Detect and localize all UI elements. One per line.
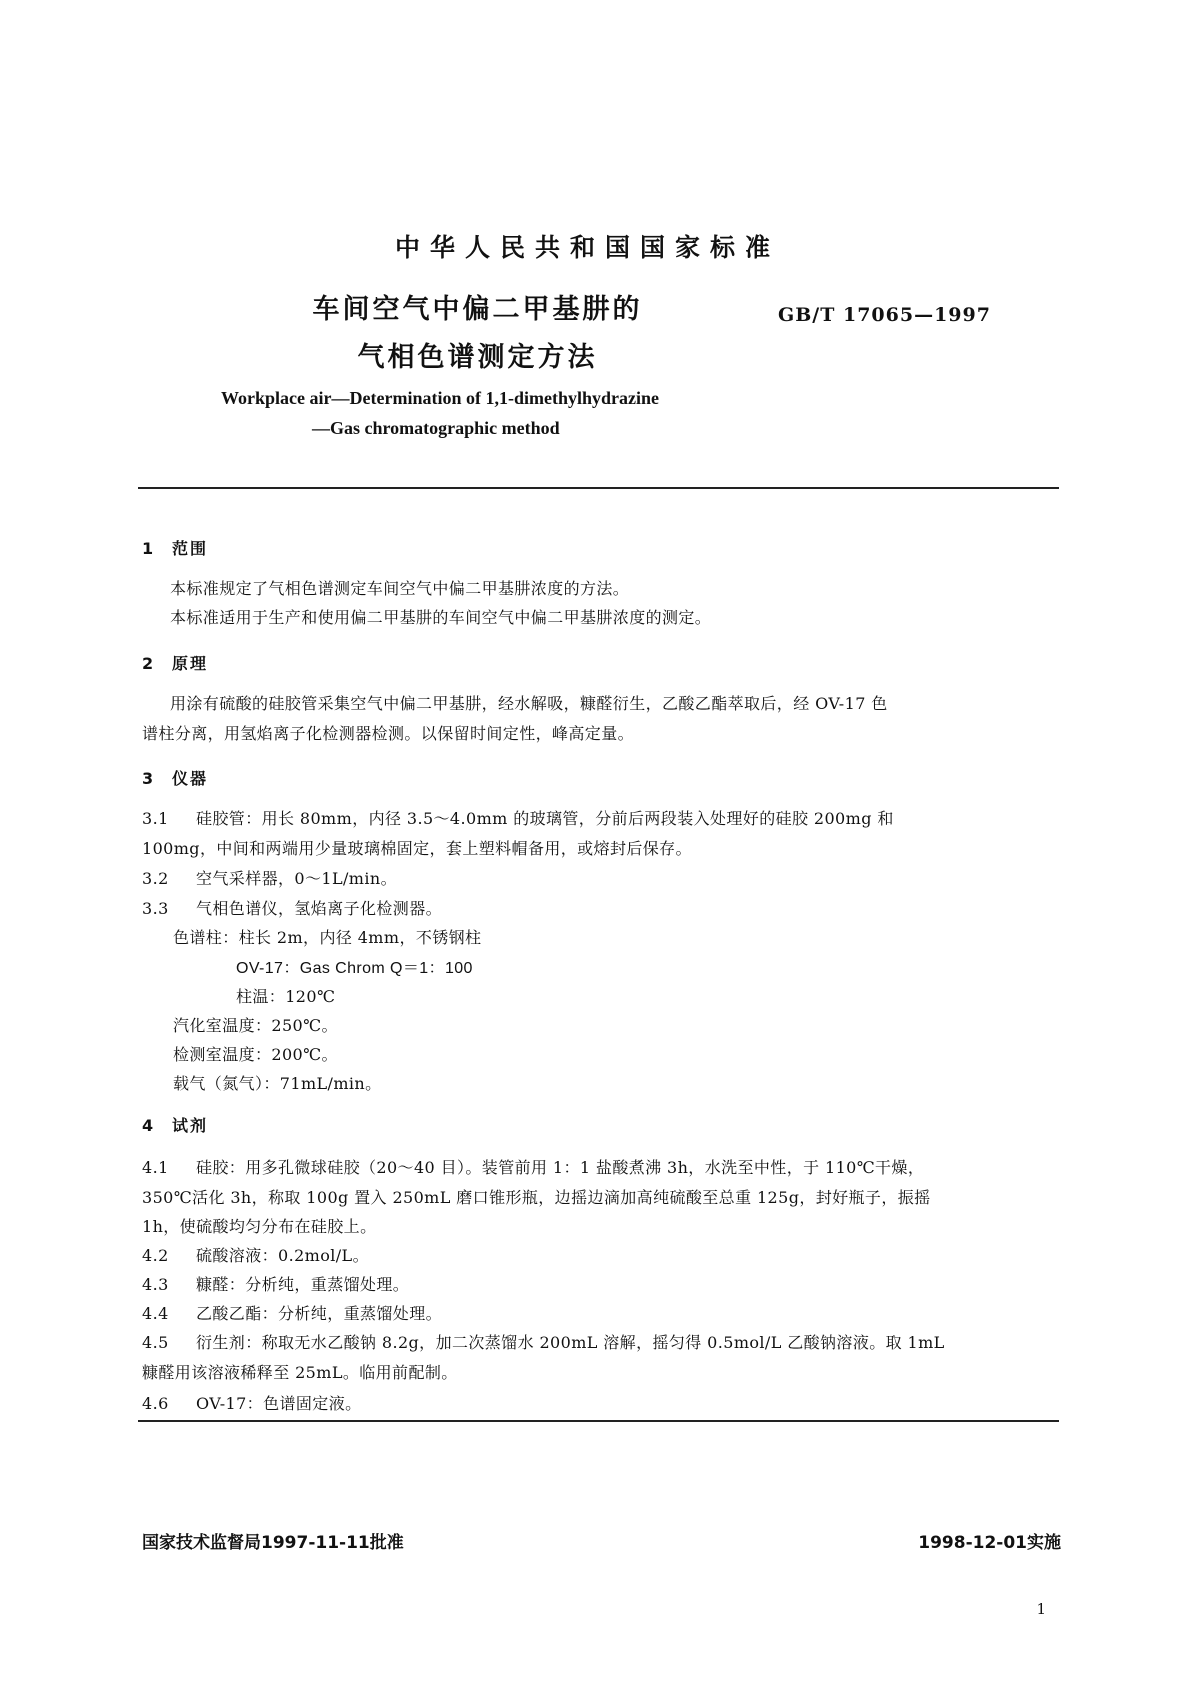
- footer-divider: [138, 1420, 1059, 1422]
- title-en-line1: Workplace air—Determination of 1,1-dimethylhydrazine: [221, 388, 659, 408]
- standard-number: GB/T 17065—1997: [778, 304, 991, 326]
- issuing-authority-title: 中华人民共和国国家标准: [394, 233, 780, 262]
- section-1-paragraph-1: 本标准规定了气相色谱测定车间空气中偏二甲基肼浓度的方法。: [170, 579, 630, 598]
- vaporizer-temperature: 汽化室温度：250℃。: [173, 1016, 338, 1035]
- section-2-heading: 2 原理: [142, 654, 209, 673]
- section-4-heading: 4 试剂: [142, 1116, 209, 1135]
- item-3-1-line2: 100mg，中间和两端用少量玻璃棉固定，套上塑料帽备用，或熔封后保存。: [142, 839, 692, 858]
- implementation-date: 1998-12-01实施: [918, 1533, 1061, 1553]
- item-4-6: 4.6 OV-17：色谱固定液。: [142, 1394, 362, 1413]
- item-4-2: 4.2 硫酸溶液：0.2mol/L。: [142, 1246, 369, 1265]
- column-temperature: 柱温：120℃: [236, 987, 336, 1006]
- section-3-heading: 3 仪器: [142, 769, 209, 788]
- title-divider: [138, 487, 1059, 489]
- item-3-3: 3.3 气相色谱仪，氢焰离子化检测器。: [142, 899, 443, 918]
- section-1-heading: 1 范围: [142, 539, 209, 558]
- item-3-2: 3.2 空气采样器，0～1L/min。: [142, 869, 397, 888]
- carrier-gas: 载气（氮气）：71mL/min。: [173, 1074, 382, 1093]
- title-cn-line2: 气相色谱测定方法: [357, 342, 598, 373]
- item-4-5-line2: 糠醛用该溶液稀释至 25mL。临用前配制。: [142, 1363, 458, 1382]
- item-4-4: 4.4 乙酸乙酯：分析纯，重蒸馏处理。: [142, 1304, 443, 1323]
- column-spec: 色谱柱：柱长 2m，内径 4mm，不锈钢柱: [173, 928, 482, 947]
- item-4-5-line1: 4.5 衍生剂：称取无水乙酸钠 8.2g，加二次蒸馏水 200mL 溶解，摇匀得 0.5mol/L 乙酸钠溶液。取 1mL: [142, 1333, 945, 1352]
- title-cn-line1: 车间空气中偏二甲基肼的: [312, 294, 643, 325]
- section-2-paragraph-line2: 谱柱分离，用氢焰离子化检测器检测。以保留时间定性，峰高定量。: [142, 724, 635, 743]
- item-4-1-line2: 350℃活化 3h，称取 100g 置入 250mL 磨口锥形瓶，边摇边滴加高纯硫酸至总重 125g，封好瓶子，振摇: [142, 1188, 931, 1207]
- item-4-1-line1: 4.1 硅胶：用多孔微球硅胶（20～40 目）。装管前用 1：1 盐酸煮沸 3h，水洗至中性，于 110℃干燥，: [142, 1158, 925, 1177]
- title-en-line2: —Gas chromatographic method: [312, 418, 560, 438]
- item-4-3: 4.3 糠醛：分析纯，重蒸馏处理。: [142, 1275, 410, 1294]
- page-number: 1: [1036, 1600, 1046, 1618]
- section-2-paragraph-line1: 用涂有硫酸的硅胶管采集空气中偏二甲基肼，经水解吸，糠醛衍生，乙酸乙酯萃取后，经 OV-17 色: [170, 694, 888, 713]
- approval-date: 国家技术监督局1997-11-11批准: [142, 1533, 404, 1553]
- section-1-paragraph-2: 本标准适用于生产和使用偏二甲基肼的车间空气中偏二甲基肼浓度的测定。: [170, 608, 712, 627]
- item-4-1-line3: 1h，使硫酸均匀分布在硅胶上。: [142, 1217, 377, 1236]
- column-fill-spec: OV-17：Gas Chrom Q＝1：100: [236, 960, 473, 977]
- item-3-1-line1: 3.1 硅胶管：用长 80mm，内径 3.5～4.0mm 的玻璃管，分前后两段装入处理好的硅胶 200mg 和: [142, 809, 894, 828]
- detector-temperature: 检测室温度：200℃。: [173, 1045, 338, 1064]
